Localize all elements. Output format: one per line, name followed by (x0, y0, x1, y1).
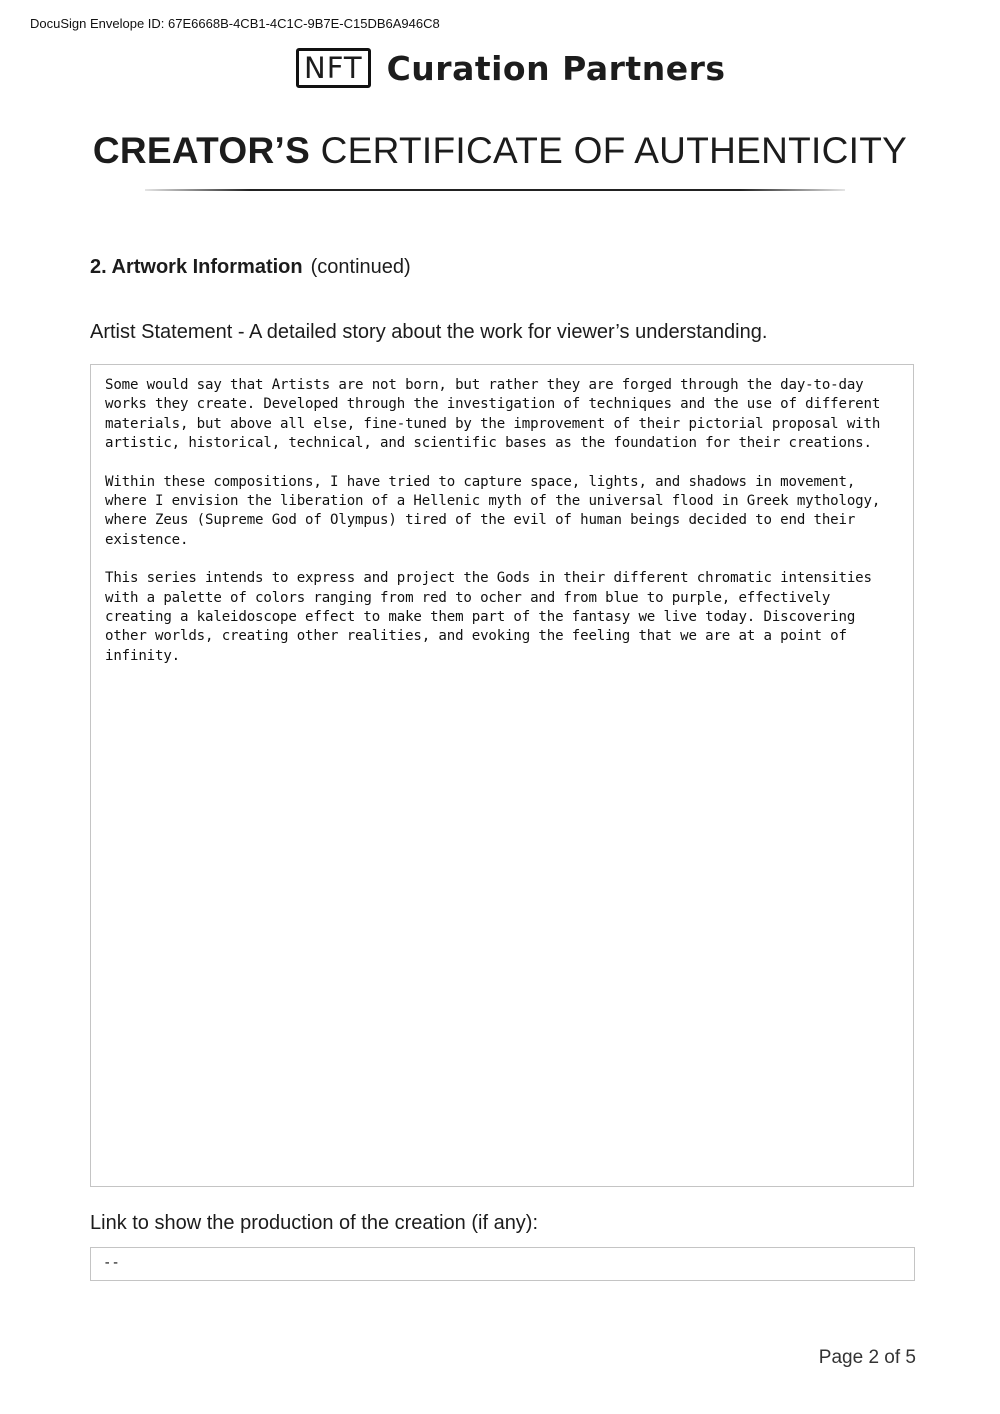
page-number: Page 2 of 5 (818, 1347, 916, 1368)
brand-logo (296, 48, 726, 88)
statement-paragraph: Some would say that Artists are not born, but rather they are forged through the day-to-day works they create. Developed through the investigation of techniques and the use of different materials, but above all else, fine-tuned by the improvement of their pictorial proposal with artistic, historical, technical, and scientific bases as the foundation for their creations. (105, 377, 881, 452)
page-title-strong: CREATOR’S (92, 130, 311, 171)
production-link-label: Link to show the production of the creation (if any): (90, 1212, 539, 1234)
production-link-field[interactable]: -- (90, 1247, 915, 1281)
docusign-envelope-id: DocuSign Envelope ID: 67E6668B-4CB1-4C1C-9B7E-C15DB6A946C8 (30, 16, 440, 31)
page-title (0, 130, 1000, 172)
artist-statement-field[interactable] (90, 364, 914, 1187)
section-heading-title: 2. Artwork Information (90, 256, 303, 278)
brand-logo-box: NFT (296, 48, 371, 88)
brand-name: Curation Partners (386, 48, 726, 88)
section-heading (90, 256, 411, 279)
page-title-rest: CERTIFICATE OF AUTHENTICITY (310, 130, 908, 171)
title-divider (145, 189, 845, 191)
section-heading-note: (continued) (310, 256, 411, 278)
statement-paragraph: Within these compositions, I have tried to capture space, lights, and shadows in movement, where I envision the liberation of a Hellenic myth of the universal flood in Greek mythology, where Zeus (Supreme God of Olympus) tired of the evil of human beings decided to end their existence. (105, 473, 881, 548)
artist-statement-label: Artist Statement - A detailed story about the work for viewer’s understanding. (90, 321, 768, 343)
statement-paragraph: This series intends to express and project the Gods in their different chromatic intensities with a palette of colors ranging from red to ocher and from blue to purple, effectively creating a kaleidoscope effect to make them part of the fantasy we live today. Discovering other worlds, creating other realities, and evoking the feeling that we are at a point of infinity. (105, 570, 872, 664)
